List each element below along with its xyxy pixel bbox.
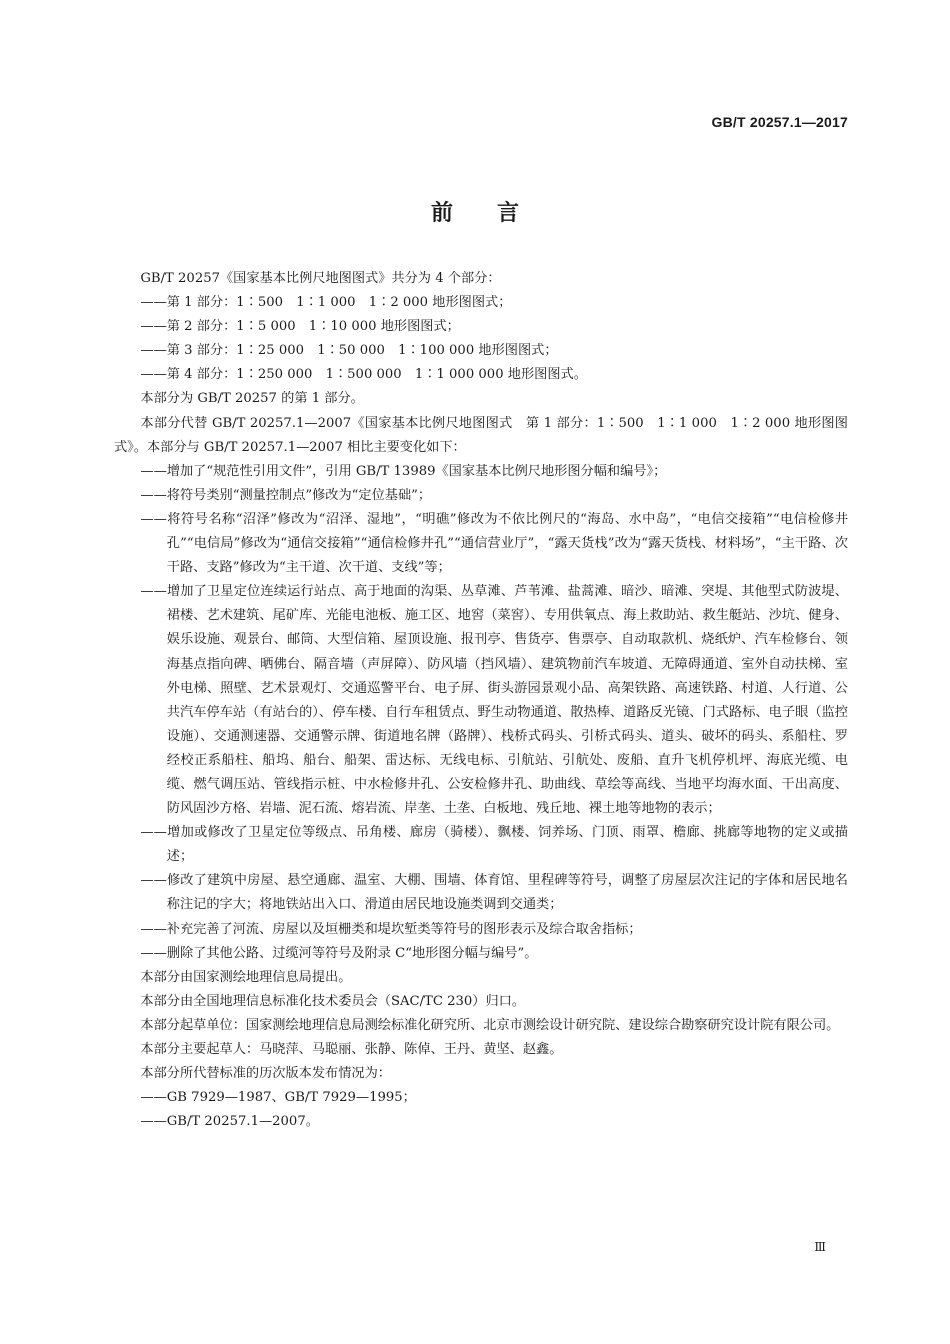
change-item: ——将符号类别“测量控制点”修改为“定位基础”； <box>140 487 432 503</box>
change-item: ——增加或修改了卫星定位等级点、吊角楼、廊房（骑楼）、飘楼、饲养场、门顶、雨罩、檐廊、挑廊等地物的定义或描述； <box>140 825 848 865</box>
paragraph: 本部分主要起草人：马晓萍、马聪丽、张静、陈倬、王丹、黄坚、赵鑫。 <box>140 1042 563 1057</box>
paragraph: 本部分代替 GB/T 20257.1—2007《国家基本比例尺地图图式 第 1 部分：1∶500 1∶1 000 1∶2 000 地形图图式》。本部分与 GB/T 20257.1—2007 相比主要变化如下： <box>114 415 848 455</box>
page-number: Ⅲ <box>814 1240 826 1254</box>
page-title: 前言 <box>430 201 563 226</box>
document-code: GB/T 20257.1—2017 <box>711 114 848 130</box>
change-item: ——增加了卫星定位连续运行站点、高于地面的沟渠、丛草滩、芦苇滩、盐蒿滩、暗沙、暗滩、突堤、其他型式防波堤、裙楼、艺术建筑、尾矿库、光能电池板、施工区、地窖（菜窖）、专用供氧点、海上救助站、救生艇站、沙坑、健身、娱乐设施、观景台、邮筒、大型信箱、屋顶设施、报刊亭、售货亭、售票亭、自动取款机、烧纸炉、汽车检修台、领海基点指向碑、晒佛台、隔音墙（声屏障）、防风墙（挡风墙）、建筑物前汽车坡道、无障碍通道、室外自动扶梯、室外电梯、照壁、艺术景观灯、交通巡警平台、电子屏、街头游园景观小品、高架铁路、高速铁路、村道、人行道、公共汽车停车站（有站台的）、停车楼、自行车租赁点、野生动物通道、散热棒、道路反光镜、门式路标、电子眼（监控设施）、交通测速器、交通警示牌、街道地名牌（路牌）、栈桥式码头、引桥式码头、道头、破坏的码头、系船柱、罗经校正系船柱、船坞、船台、船架、雷达标、无线电标、引航站、引航处、废船、直升飞机停机坪、海底光缆、电缆、燃气调压站、管线指示桩、中水检修井孔、公安检修井孔、助曲线、草绘等高线、当地平均海水面、干出高度、防风固沙方格、岩墙、泥石流、熔岩流、岸垄、土垄、白板地、残丘地、裸土地等地物的表示； <box>140 584 848 817</box>
list-item: ——第 3 部分：1∶25 000 1∶50 000 1∶100 000 地形图图式； <box>140 343 558 359</box>
list-item: ——第 4 部分：1∶250 000 1∶500 000 1∶1 000 000 地形图图式。 <box>140 367 587 383</box>
paragraph: 本部分起草单位：国家测绘地理信息局测绘标准化研究所、北京市测绘设计研究院、建设综合勘察研究设计院有限公司。 <box>140 1017 840 1033</box>
list-item: ——第 2 部分：1∶5 000 1∶10 000 地形图图式； <box>140 319 460 335</box>
list-item: ——GB/T 20257.1—2007。 <box>140 1114 319 1130</box>
document-body <box>114 267 848 1134</box>
list-item: ——第 1 部分：1∶500 1∶1 000 1∶2 000 地形图图式； <box>140 295 512 311</box>
change-item: ——将符号名称“沼泽”修改为“沼泽、湿地”，“明礁”修改为不依比例尺的“海岛、水中岛”，“电信交接箱”“电信检修井孔”“电信局”修改为“通信交接箱”“通信检修井孔”“通信营业厅”，“露天货栈”改为“露天货栈、材料场”，“主干路、次干路、支路”修改为“主干道、次干道、支线”等； <box>140 511 848 576</box>
change-item: ——修改了建筑中房屋、悬空通廊、温室、大棚、围墙、体育馆、里程碑等符号，调整了房屋层次注记的字体和居民地名称注记的字大；将地铁站出入口、滑道由居民地设施类调到交通类； <box>140 873 848 913</box>
paragraph: 本部分为 GB/T 20257 的第 1 部分。 <box>140 391 364 407</box>
change-item: ——补充完善了河流、房屋以及垣栅类和堤坎堑类等符号的图形表示及综合取舍指标； <box>140 921 642 937</box>
intro-paragraph: GB/T 20257《国家基本比例尺地图图式》共分为 4 个部分： <box>140 271 501 286</box>
list-item: ——GB 7929—1987、GB/T 7929—1995； <box>140 1090 416 1106</box>
change-item: ——删除了其他公路、过缆河等符号及附录 C“地形图分幅与编号”。 <box>140 945 538 961</box>
paragraph: 本部分由国家测绘地理信息局提出。 <box>140 969 352 985</box>
paragraph: 本部分所代替标准的历次版本发布情况为： <box>140 1066 391 1082</box>
paragraph: 本部分由全国地理信息标准化技术委员会（SAC/TC 230）归口。 <box>140 993 526 1009</box>
change-item: ——增加了“规范性引用文件”，引用 GB/T 13989《国家基本比例尺地形图分幅和编号》； <box>140 463 667 479</box>
